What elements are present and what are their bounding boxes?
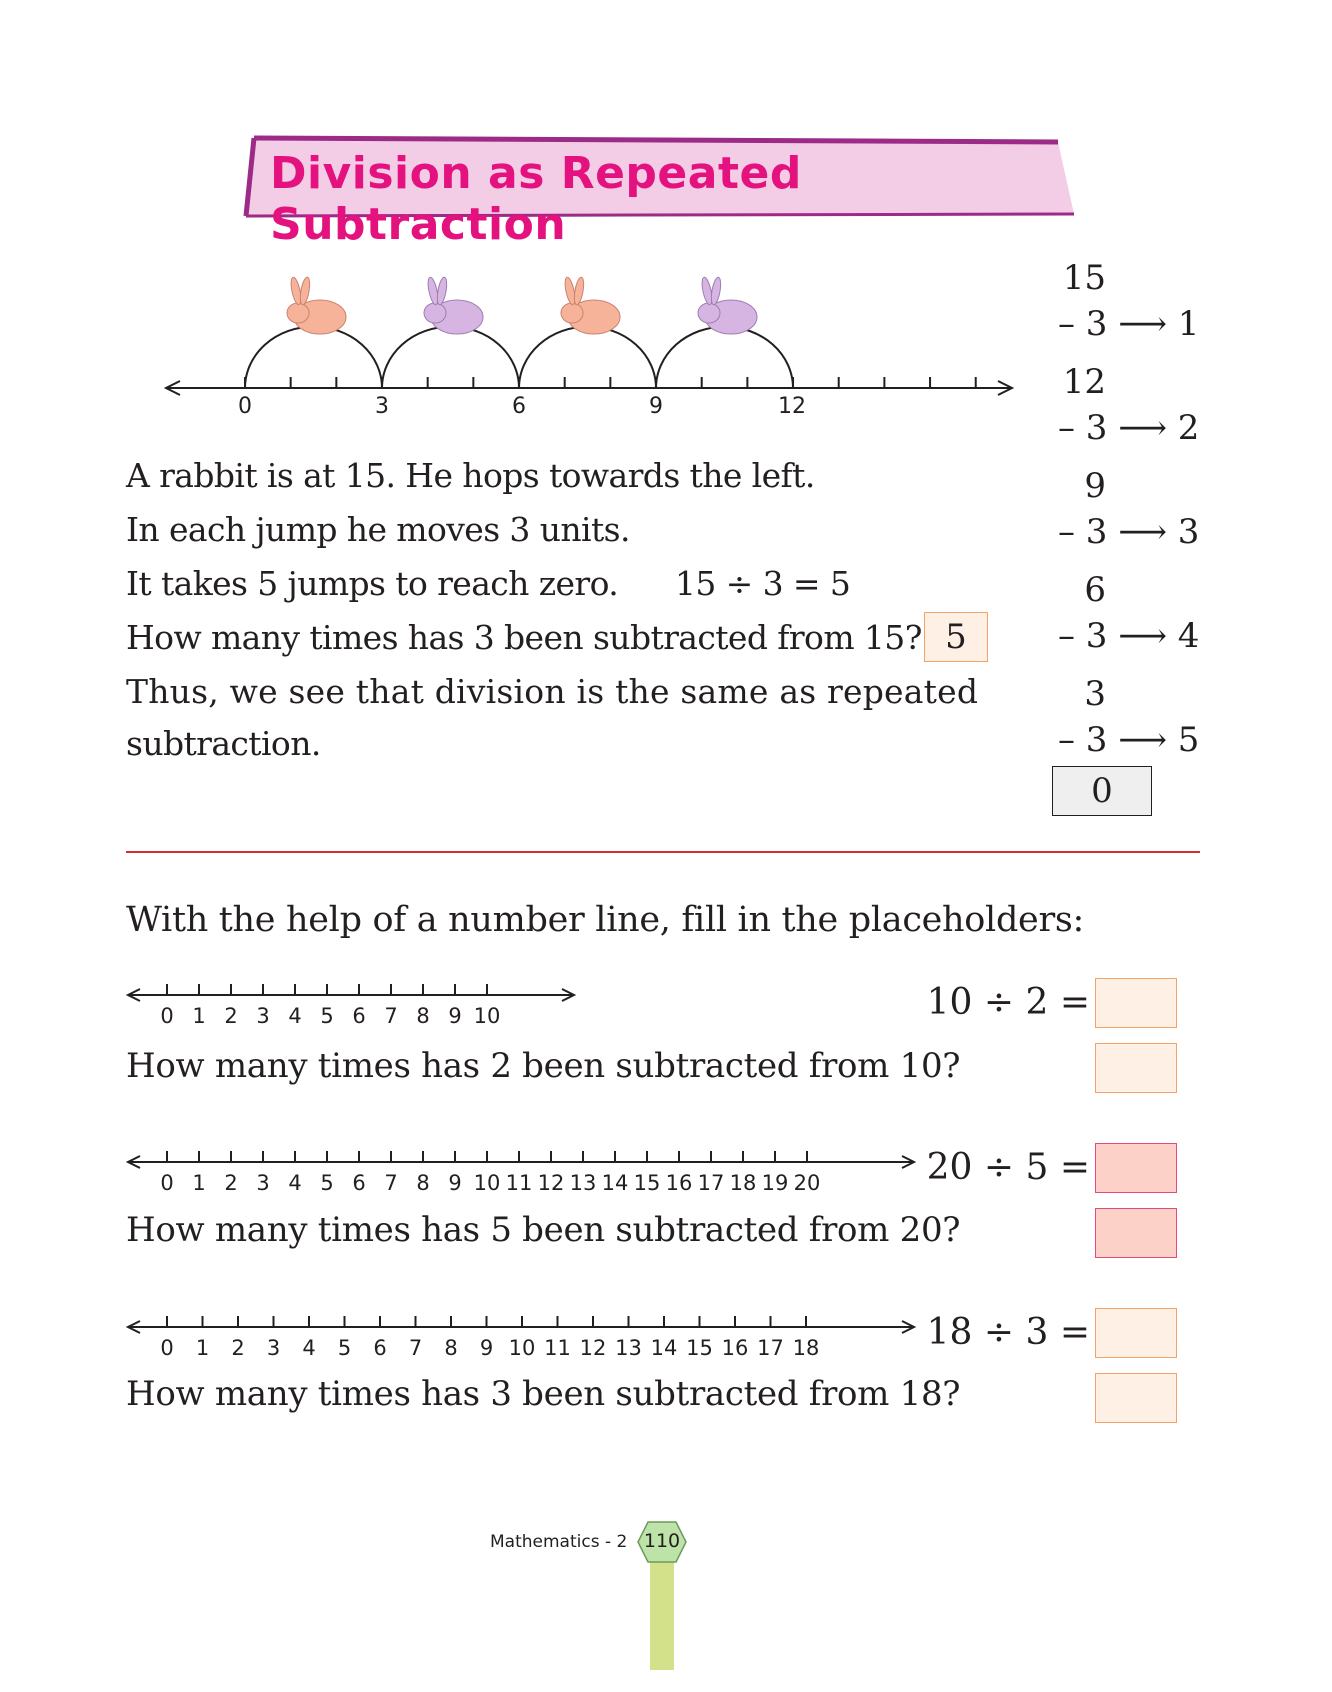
tick-label: 10: [508, 1336, 536, 1360]
question-q3: How many times has 3 been subtracted from 18?: [126, 1374, 961, 1414]
number-line-0-10: [126, 975, 576, 1035]
number-line-0-20: [126, 1142, 916, 1202]
question-q1: How many times has 2 been subtracted from 10?: [126, 1046, 961, 1086]
section-divider: [126, 851, 1200, 853]
column-step-1: – 3 ⟶ 1: [1058, 304, 1200, 344]
tick-label: 7: [384, 1171, 398, 1195]
tick-label: 12: [537, 1171, 565, 1195]
column-number-12: 12: [1062, 362, 1106, 402]
tick-label: 11: [505, 1171, 533, 1195]
tick-label: 8: [416, 1171, 430, 1195]
tick-label: 9: [479, 1336, 494, 1360]
example-number-line: [150, 255, 1030, 415]
tick-label: 6: [373, 1336, 387, 1360]
tick-label: 12: [579, 1336, 607, 1360]
tick-label: 10: [473, 1171, 501, 1195]
answer-box-q1-quotient[interactable]: [1095, 978, 1177, 1028]
tick-label: 6: [352, 1004, 366, 1028]
tick-label: 17: [697, 1171, 725, 1195]
answer-box-q3-count[interactable]: [1095, 1373, 1177, 1423]
tick-label: 2: [224, 1004, 238, 1028]
column-step-4: – 3 ⟶ 4: [1058, 616, 1200, 656]
column-step-2: – 3 ⟶ 2: [1058, 408, 1200, 448]
tick-label-6: 6: [512, 394, 526, 419]
footer-book-title: Mathematics - 2: [490, 1532, 628, 1552]
tick-label: 0: [160, 1171, 174, 1195]
answer-box-q1-count[interactable]: [1095, 1043, 1177, 1093]
text-line-6: subtraction.: [126, 724, 321, 763]
tick-label: 0: [160, 1336, 174, 1360]
tick-label: 14: [650, 1336, 678, 1360]
text-line-4: How many times has 3 been subtracted from 15?: [126, 618, 922, 657]
tick-label: 1: [192, 1004, 206, 1028]
tick-label: 15: [686, 1336, 713, 1360]
tick-label: 16: [665, 1171, 693, 1195]
tick-label: 5: [337, 1336, 352, 1360]
column-step-3: – 3 ⟶ 3: [1058, 512, 1200, 552]
answer-box-q2-count[interactable]: [1095, 1208, 1177, 1258]
tick-label: 7: [384, 1004, 398, 1028]
tick-label: 2: [224, 1171, 238, 1195]
tick-label: 2: [231, 1336, 245, 1360]
tick-label-0: 0: [238, 394, 252, 419]
tick-label: 8: [444, 1336, 458, 1360]
tick-label: 5: [320, 1004, 334, 1028]
tick-label-3: 3: [375, 394, 389, 419]
tick-label: 3: [256, 1171, 270, 1195]
tick-label: 16: [721, 1336, 749, 1360]
column-result-box: [1052, 766, 1152, 816]
tick-label: 3: [266, 1336, 281, 1360]
text-line-5: Thus, we see that division is the same as repeated: [126, 672, 979, 711]
answer-box-filled: [924, 612, 988, 662]
tick-label: 18: [729, 1171, 757, 1195]
tick-label: 5: [320, 1171, 334, 1195]
tick-label: 0: [160, 1004, 174, 1028]
column-number-6: 6: [1084, 570, 1106, 610]
question-q2: How many times has 5 been subtracted from 20?: [126, 1210, 961, 1250]
answer-value: 5: [945, 617, 967, 657]
equation-20-div-5: 20 ÷ 5 =: [926, 1147, 1090, 1188]
tick-label: 1: [192, 1171, 206, 1195]
column-number-9: 9: [1084, 466, 1106, 506]
tick-label-12: 12: [778, 394, 806, 419]
tick-label: 6: [352, 1171, 366, 1195]
tick-label: 11: [544, 1336, 571, 1360]
tick-label: 19: [761, 1171, 789, 1195]
column-number-15: 15: [1062, 258, 1106, 298]
tick-label: 17: [757, 1336, 784, 1360]
tick-label: 14: [601, 1171, 629, 1195]
tick-label: 15: [633, 1171, 661, 1195]
column-step-5: – 3 ⟶ 5: [1058, 720, 1200, 760]
tick-label: 3: [256, 1004, 270, 1028]
text-line-2: In each jump he moves 3 units.: [126, 510, 630, 549]
tick-label: 8: [416, 1004, 430, 1028]
tick-label: 9: [448, 1171, 462, 1195]
tick-label: 18: [792, 1336, 820, 1360]
tick-label: 1: [195, 1336, 210, 1360]
text-line-1: A rabbit is at 15. He hops towards the left.: [126, 456, 815, 495]
tick-label: 4: [302, 1336, 316, 1360]
page-title: Division as Repeated Subtraction: [270, 148, 802, 250]
answer-box-q2-quotient[interactable]: [1095, 1143, 1177, 1193]
tick-label-9: 9: [649, 394, 663, 419]
equation-18-div-3: 18 ÷ 3 =: [926, 1312, 1090, 1353]
equation-15-div-3: 15 ÷ 3 = 5: [675, 564, 851, 603]
column-number-3: 3: [1084, 674, 1106, 714]
column-result: 0: [1091, 771, 1113, 811]
tick-label: 13: [615, 1336, 642, 1360]
rabbit-icon: [561, 276, 620, 334]
page-number: 110: [643, 1530, 681, 1552]
tick-label: 20: [793, 1171, 821, 1195]
answer-box-q3-quotient[interactable]: [1095, 1308, 1177, 1358]
tick-label: 4: [288, 1004, 302, 1028]
tick-label: 13: [569, 1171, 597, 1195]
exercise-instruction: With the help of a number line, fill in the placeholders:: [126, 900, 1085, 940]
rabbit-icon: [698, 276, 757, 334]
tick-label: 4: [288, 1171, 302, 1195]
text-line-3: It takes 5 jumps to reach zero.: [126, 564, 619, 603]
rabbit-icon: [287, 276, 346, 334]
tick-label: 9: [448, 1004, 462, 1028]
number-line-0-18: [126, 1307, 916, 1367]
tick-label: 10: [473, 1004, 501, 1028]
equation-10-div-2: 10 ÷ 2 =: [926, 982, 1090, 1023]
tick-label: 7: [408, 1336, 423, 1360]
rabbit-icon: [424, 276, 483, 334]
